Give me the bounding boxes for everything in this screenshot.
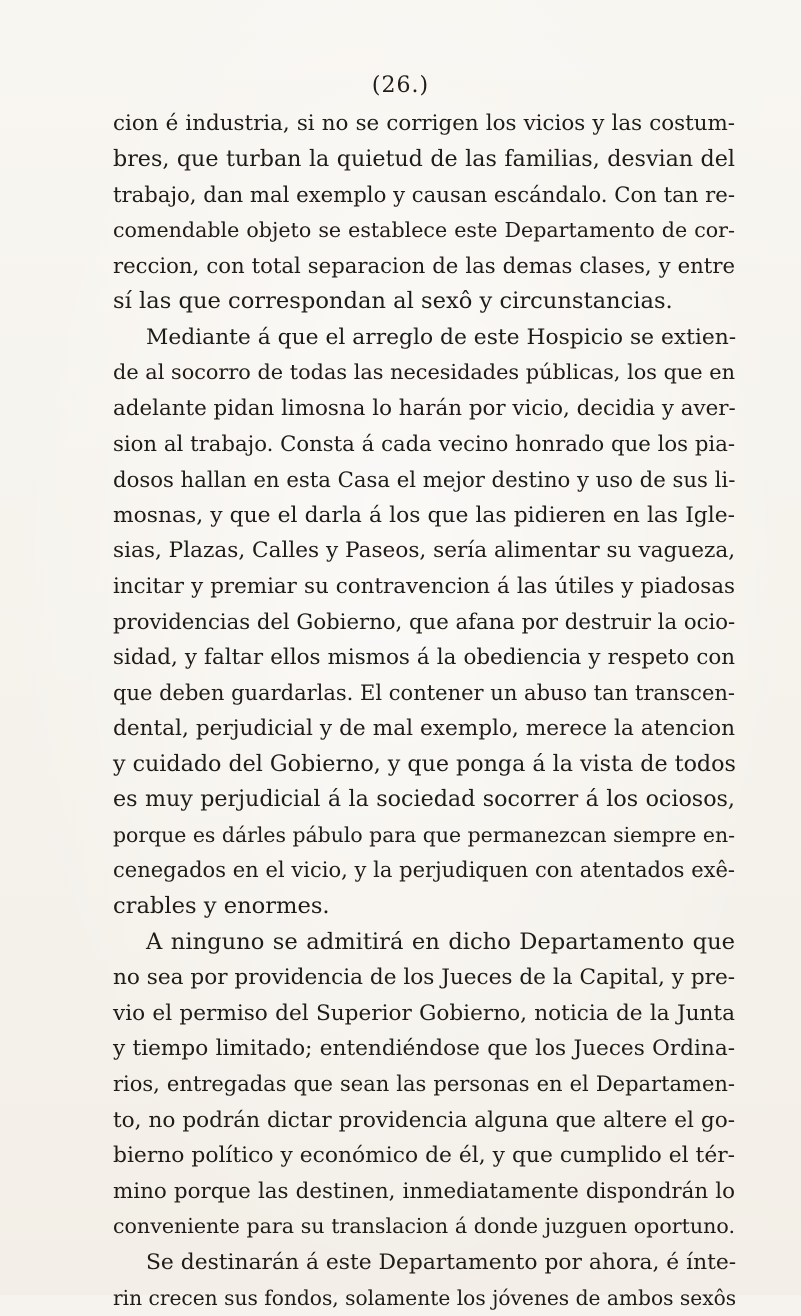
text-line: de al socorro de todas las necesidades públicas, los que en [113,360,735,385]
text-line: bres, que turban la quietud de las familias, desvian del [113,145,735,172]
text-line: cion é industria, si no se corrigen los vicios y las costum- [113,111,735,136]
text-line: sí las que correspondan al sexô y circunstancias. [113,287,673,314]
text-line: dental, perjudicial y de mal exemplo, merece la atencion [113,716,735,742]
text-line: Mediante á que el arreglo de este Hospicio se extien- [146,324,737,350]
text-line: to, no podrán dictar providencia alguna que altere el go- [113,1107,735,1133]
text-line: y tiempo limitado; entendiéndose que los Jueces Ordina- [113,1036,735,1062]
text-line: A ninguno se admitirá en dicho Departamento que [146,928,735,955]
text-line: sion al trabajo. Consta á cada vecino honrado que los pia- [113,431,735,457]
body-text [113,106,735,1316]
text-line: bierno político y económico de él, y que cumplido el tér- [113,1143,735,1169]
text-line: rios, entregadas que sean las personas en el Departamen- [113,1072,735,1097]
text-line: porque es dárles pábulo para que permanezcan siempre en- [113,822,735,847]
text-line: que deben guardarlas. El contener un abuso tan transcen- [113,680,735,705]
text-line: sias, Plazas, Calles y Paseos, sería alimentar su vagueza, [113,538,736,564]
text-line: incitar y premiar su contravencion á las útiles y piadosas [113,573,735,599]
text-line: mosnas, y que el darla á los que las pidieren en las Igle- [113,502,735,528]
text-line: sidad, y faltar ellos mismos á la obediencia y respeto con [113,644,735,670]
text-line: dosos hallan en esta Casa el mejor destino y uso de sus li- [113,466,736,492]
text-line: mino porque las destinen, inmediatamente dispondrán lo [113,1178,735,1204]
text-line: es muy perjudicial á la sociedad socorrer á los ociosos, [113,786,735,813]
page-number: (26.) [371,73,430,98]
text-line: reccion, con total separacion de las demas clases, y entre [113,253,735,279]
text-line: vio el permiso del Superior Gobierno, noticia de la Junta [113,1000,735,1026]
text-line: conveniente para su translacion á donde juzguen oportuno. [113,1214,735,1239]
text-line: crables y enormes. [113,893,330,920]
text-line: y cuidado del Gobierno, y que ponga á la vista de todos [113,750,736,777]
text-line: no sea por providencia de los Jueces de la Capital, y pre- [113,965,736,991]
text-line: providencias del Gobierno, que afana por destruir la ocio- [113,609,736,635]
text-line: comendable objeto se establece este Departamento de cor- [113,217,735,242]
text-line: Se destinarán á este Departamento por ahora, é ínte- [146,1250,737,1275]
text-line: trabajo, dan mal exemplo y causan escándalo. Con tan re- [113,182,735,208]
text-line: rin crecen sus fondos, solamente los jóvenes de ambos sexôs [113,1285,737,1310]
text-line: adelante pidan limosna lo harán por vicio, decidia y aver- [113,395,736,421]
text-line: cenegados en el vicio, y la perjudiquen con atentados exê- [113,858,735,883]
